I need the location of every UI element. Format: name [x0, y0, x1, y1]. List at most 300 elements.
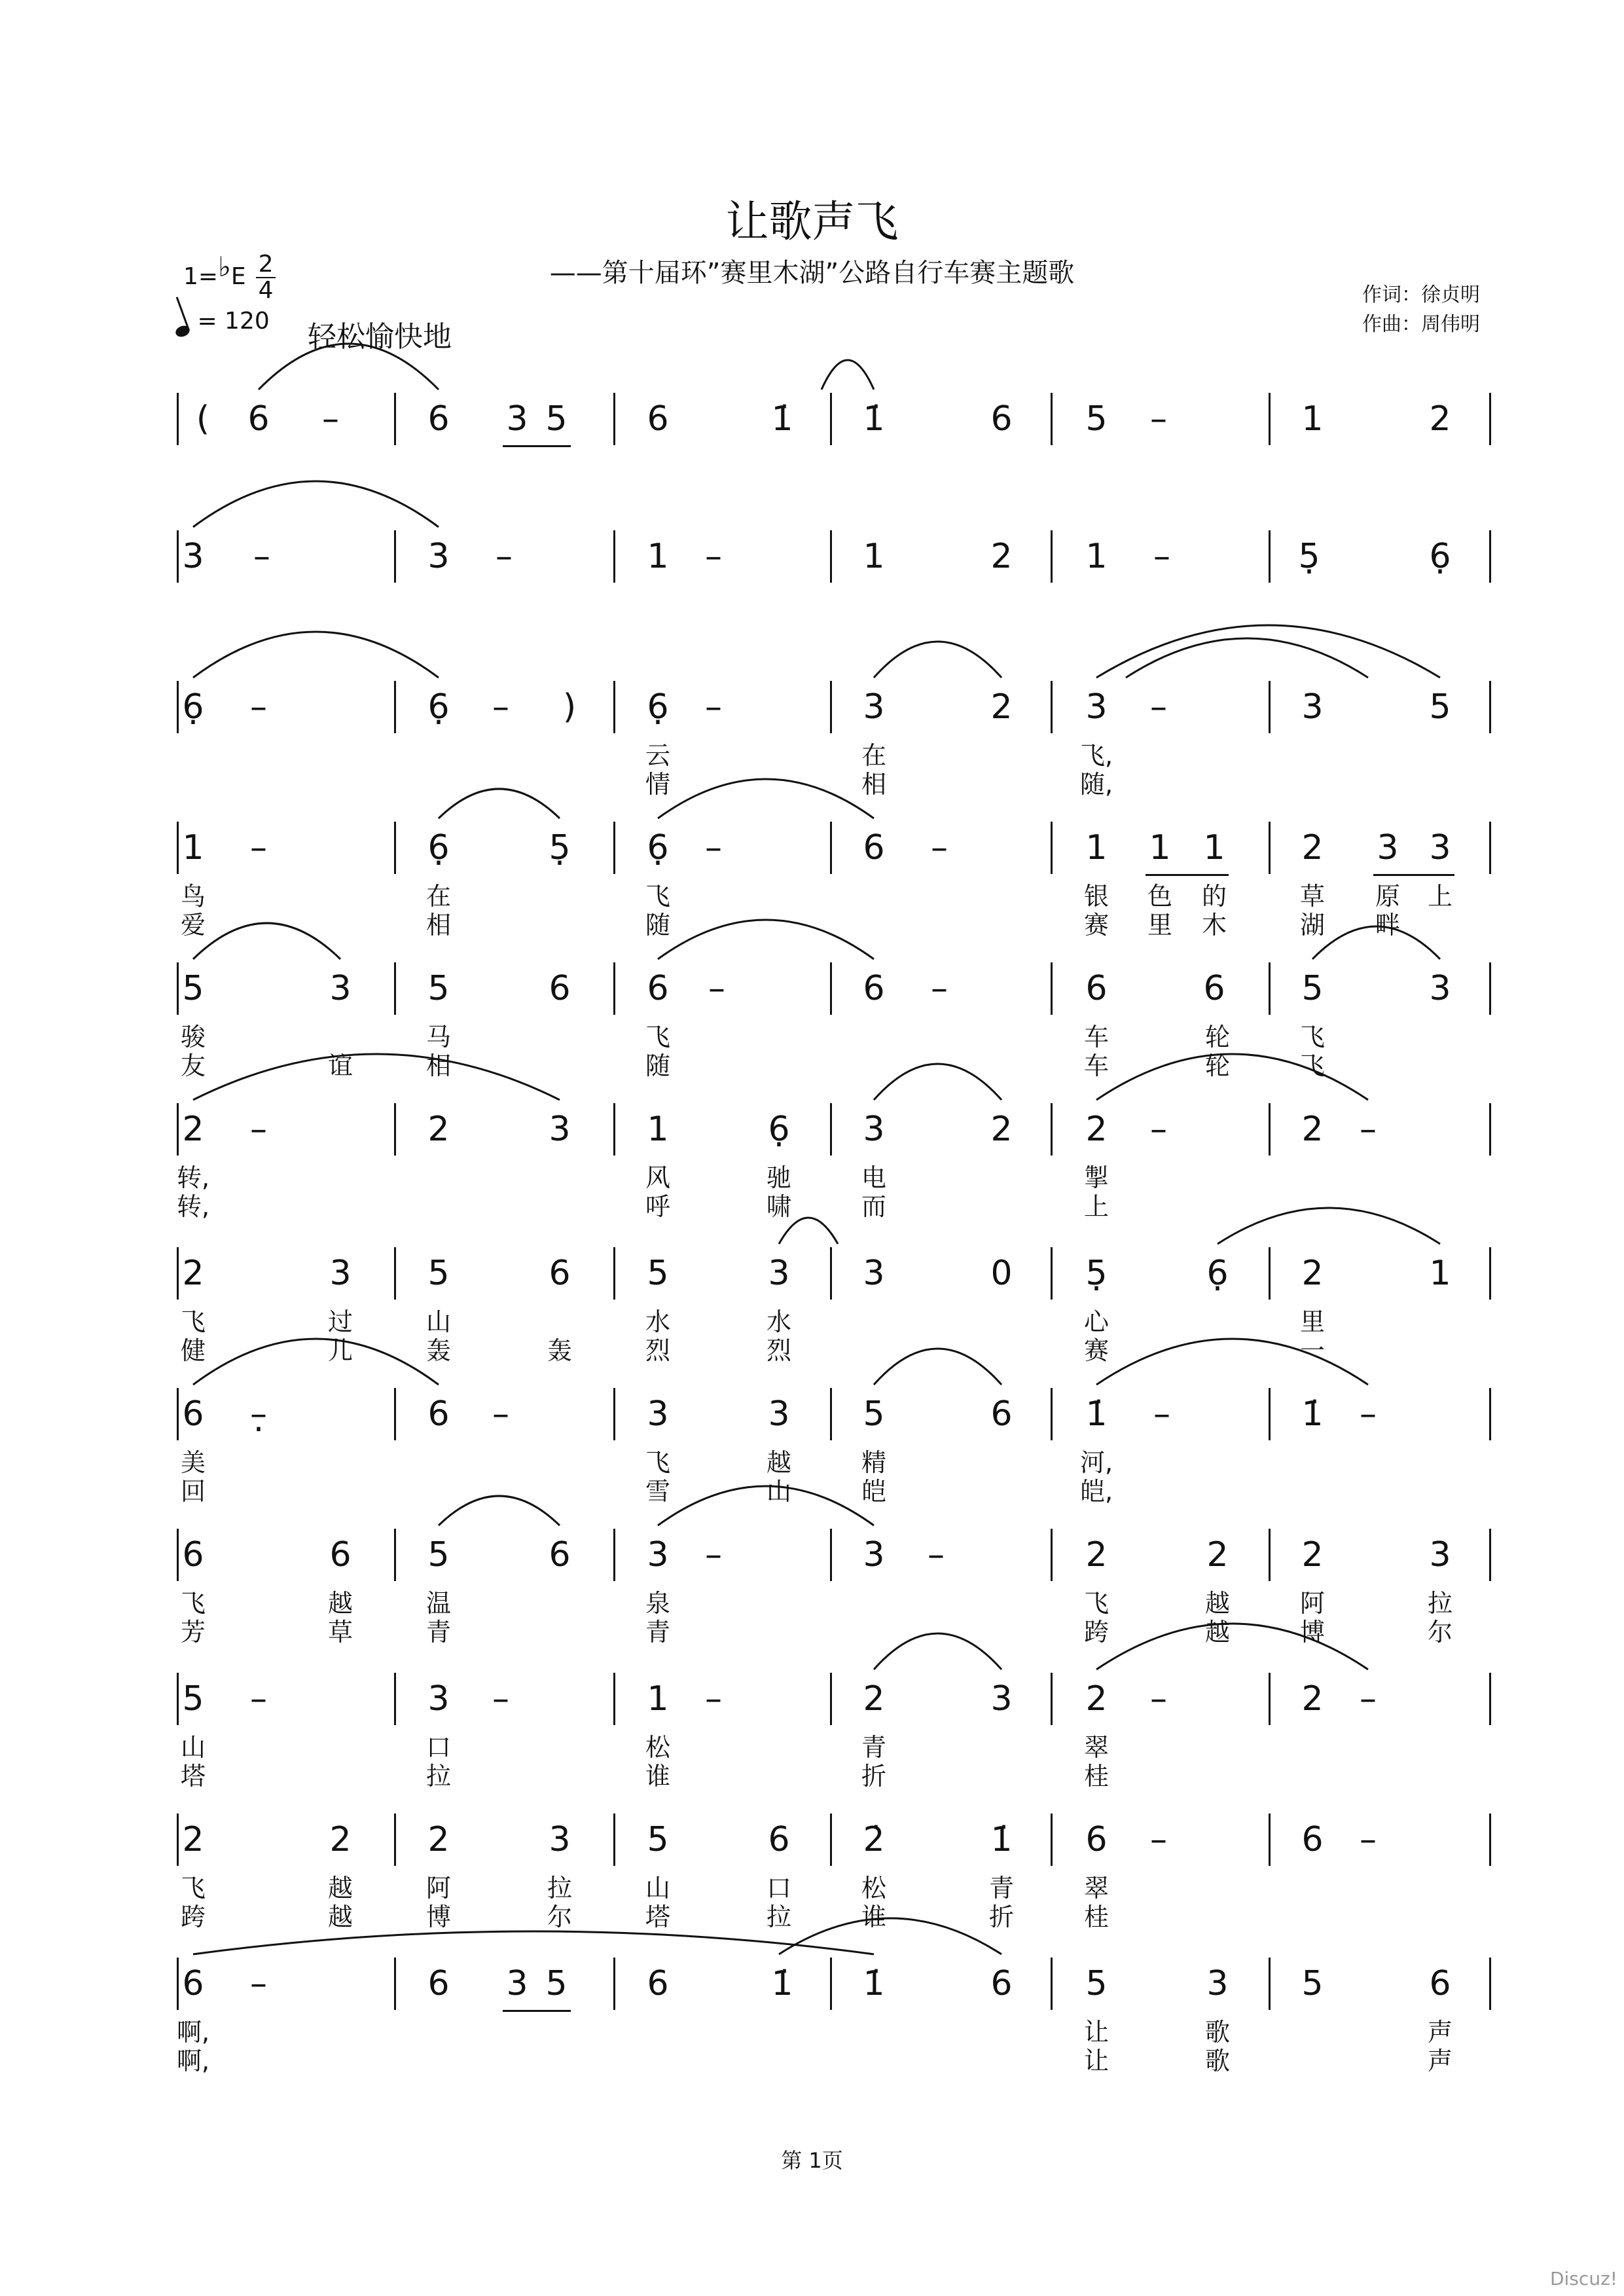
lyric-syllable: 声	[1427, 2047, 1453, 2075]
note: 3	[990, 1679, 1013, 1719]
lyric-syllable: 青	[425, 1618, 452, 1647]
lyric-syllable: 畔	[1375, 911, 1401, 939]
note: 1̇	[863, 1964, 885, 2003]
lyric-syllable: 而	[861, 1192, 887, 1221]
beam-underline	[503, 445, 571, 447]
note: 3	[863, 1254, 885, 1293]
note: –	[1360, 1820, 1377, 1859]
note: 3	[329, 969, 352, 1008]
barline	[613, 1813, 615, 1866]
note: 6	[647, 1964, 669, 2003]
lyric-syllable: 随	[645, 911, 671, 939]
barline	[394, 1388, 396, 1440]
note: –	[1360, 1679, 1377, 1719]
barline	[1051, 1958, 1053, 2010]
lyric-syllable: 拉	[766, 1903, 792, 1931]
lyric-syllable: 泉	[645, 1589, 671, 1618]
lyric-syllable: 口	[766, 1874, 792, 1903]
lyric-syllable: 飞	[1299, 1023, 1326, 1051]
barline	[830, 822, 832, 874]
note: 6	[1085, 969, 1108, 1008]
lyric-syllable: 烈	[766, 1336, 792, 1365]
lyric-syllable: 轮	[1204, 1023, 1231, 1051]
note: 6 ·	[647, 686, 668, 728]
note: 6	[1203, 969, 1225, 1008]
note: –	[931, 969, 948, 1008]
tempo-value: = 120	[197, 308, 270, 335]
lyric-syllable: 芳	[180, 1618, 206, 1647]
barline	[177, 1388, 179, 1440]
note: –	[250, 687, 267, 727]
barline	[394, 822, 396, 874]
score-system	[0, 399, 1624, 556]
lyric-syllable: 银	[1083, 882, 1110, 911]
note: –	[705, 537, 722, 576]
score-system	[0, 1394, 1624, 1552]
note: 6 ·	[1429, 536, 1451, 577]
lyric-syllable: 折	[988, 1903, 1015, 1931]
note: 6	[647, 399, 669, 439]
note: 3	[506, 1964, 528, 2003]
note: 3	[427, 537, 450, 576]
note: 3	[863, 687, 885, 727]
lyric-syllable: 车	[1083, 1023, 1110, 1051]
lyric-syllable: 谊	[327, 1051, 353, 1080]
lyric-syllable: 儿	[327, 1336, 353, 1365]
note: –	[1150, 1110, 1167, 1149]
barline	[613, 962, 615, 1015]
lyric-syllable: 电	[861, 1163, 887, 1192]
note: 1	[1149, 828, 1171, 867]
note: –	[1150, 687, 1167, 727]
barline	[1051, 1529, 1053, 1581]
note: 2	[1301, 1535, 1324, 1575]
barline	[830, 393, 832, 445]
score-system	[0, 1820, 1624, 1977]
note: 3	[768, 1394, 790, 1434]
barline	[830, 1388, 832, 1440]
note: 1̇	[771, 1964, 793, 2003]
barline	[1269, 681, 1271, 733]
barline	[830, 1813, 832, 1866]
barline	[1051, 681, 1053, 733]
lyric-syllable: 越	[766, 1448, 792, 1477]
note: 2̇	[863, 1820, 885, 1859]
score-system	[0, 1679, 1624, 1836]
lyric-syllable: 湖	[1299, 911, 1326, 939]
lyric-syllable: 皑	[861, 1477, 887, 1506]
note: 6	[990, 1964, 1013, 2003]
lyric-syllable: 上	[1427, 882, 1453, 911]
note: 5 ·	[1085, 1252, 1107, 1294]
lyric-syllable: 啸	[766, 1192, 792, 1221]
note: 5	[1085, 1964, 1108, 2003]
note: 1	[1301, 399, 1324, 439]
barline	[830, 1247, 832, 1300]
note: 2	[1301, 1679, 1324, 1719]
note: 6	[863, 828, 885, 867]
note: –	[705, 828, 722, 867]
note: –	[250, 828, 267, 867]
lyric-syllable: 拉	[425, 1762, 452, 1791]
score-system	[0, 1110, 1624, 1267]
note: 2	[182, 1110, 204, 1149]
song-subtitle: ——第十届环”赛里木湖”公路自行车赛主题歌	[549, 258, 1075, 288]
lyric-syllable: 在	[861, 741, 887, 770]
lyric-syllable: 青	[645, 1618, 671, 1647]
lyric-syllable: 山	[766, 1477, 792, 1506]
flat-icon: ♭	[218, 251, 231, 283]
lyric-syllable: 赛	[1083, 911, 1110, 939]
barline	[394, 530, 396, 583]
barline	[1051, 1247, 1053, 1300]
note: 5	[1085, 399, 1108, 439]
lyric-syllable: 飞	[645, 1023, 671, 1051]
note: 6	[427, 1964, 450, 2003]
note: 2	[1301, 1254, 1324, 1293]
lyric-syllable: 青	[861, 1733, 887, 1762]
barline	[177, 1813, 179, 1866]
note: 6	[1085, 1820, 1108, 1859]
note: 3	[1429, 969, 1451, 1008]
lyric-syllable: 尔	[547, 1903, 573, 1931]
barline	[830, 1529, 832, 1581]
lyric-syllable: 情	[645, 770, 671, 799]
note: 3	[182, 537, 204, 576]
lyric-syllable: 随	[645, 1051, 671, 1080]
barline	[1269, 1388, 1271, 1440]
note: –	[1360, 1394, 1377, 1434]
lyric-syllable: 拉	[547, 1874, 573, 1903]
lyric-syllable: 博	[1299, 1618, 1326, 1647]
lyric-syllable: 飞	[180, 1589, 206, 1618]
lyric-syllable: 赛	[1083, 1336, 1110, 1365]
note: 3	[1301, 687, 1324, 727]
note: 2	[990, 687, 1013, 727]
note: –	[1153, 537, 1170, 576]
key-signature	[183, 252, 276, 303]
barline	[177, 822, 179, 874]
lyric-syllable: 木	[1201, 911, 1227, 939]
lyric-syllable: 塔	[180, 1762, 206, 1791]
note: 6	[1429, 1964, 1451, 2003]
barline	[1269, 1103, 1271, 1156]
lyric-syllable: 折	[861, 1762, 887, 1791]
note: 6	[247, 399, 270, 439]
score-system	[0, 969, 1624, 1126]
note: 1	[647, 1679, 669, 1719]
lyric-syllable: 轮	[1204, 1051, 1231, 1080]
lyric-syllable: 桂	[1083, 1762, 1110, 1791]
lyric-syllable: 啊,	[176, 2018, 210, 2047]
time-signature	[256, 252, 276, 303]
barline	[613, 822, 615, 874]
watermark: Discuz!	[1550, 2268, 1617, 2289]
note: –	[492, 1394, 509, 1434]
lyric-syllable: 过	[327, 1307, 353, 1336]
note: 1	[863, 537, 885, 576]
slur	[821, 360, 874, 390]
lyric-syllable: 随,	[1079, 770, 1113, 799]
lyric-syllable: 爱	[180, 911, 206, 939]
lyric-syllable: 松	[645, 1733, 671, 1762]
note: 1	[647, 537, 669, 576]
note: 5 ·	[1298, 536, 1320, 577]
score-system	[0, 1964, 1624, 2121]
note: 5	[427, 969, 450, 1008]
note: 5	[545, 399, 568, 439]
note: 6	[329, 1535, 352, 1575]
barline	[830, 1103, 832, 1156]
barline	[830, 962, 832, 1015]
note: 2	[182, 1820, 204, 1859]
note: –	[705, 1679, 722, 1719]
barline	[613, 1529, 615, 1581]
lyric-syllable: 里	[1147, 911, 1173, 939]
note: 5	[182, 969, 204, 1008]
lyric-syllable: 水	[645, 1307, 671, 1336]
note: 2	[1429, 399, 1451, 439]
lyric-syllable: 飞	[645, 882, 671, 911]
lyric-syllable: 鸟	[180, 882, 206, 911]
note: 6	[549, 969, 571, 1008]
note: 1̇	[863, 399, 885, 439]
note: 6 ·	[427, 827, 449, 869]
note: 3	[549, 1110, 571, 1149]
barline	[1051, 822, 1053, 874]
note: –	[1150, 1679, 1167, 1719]
lyric-syllable: 相	[861, 770, 887, 799]
note: 2	[1301, 828, 1324, 867]
note: 6	[549, 1535, 571, 1575]
score-system	[0, 687, 1624, 845]
quarter-note-icon	[174, 324, 191, 339]
note: 1	[1203, 828, 1225, 867]
note: 2	[1085, 1110, 1108, 1149]
lyric-syllable: 车	[1083, 1051, 1110, 1080]
lyric-syllable: 声	[1427, 2018, 1453, 2047]
barline	[830, 1673, 832, 1725]
paren-close: )	[562, 687, 577, 727]
barline	[1051, 1103, 1053, 1156]
note: 5	[1301, 969, 1324, 1008]
note: 6	[427, 1394, 450, 1434]
lyric-syllable: 跨	[180, 1903, 206, 1931]
note: 3	[549, 1820, 571, 1859]
lyric-syllable: 青	[988, 1874, 1015, 1903]
barline	[613, 393, 615, 445]
lyric-syllable: 越	[327, 1874, 353, 1903]
note: 5	[1301, 1964, 1324, 2003]
barline	[1489, 1673, 1491, 1725]
lyric-syllable: 啊,	[176, 2047, 210, 2075]
tempo-marking	[175, 308, 270, 335]
lyric-syllable: 在	[425, 882, 452, 911]
note: 3	[863, 1110, 885, 1149]
lyric-syllable: 翠	[1083, 1733, 1110, 1762]
barline	[1489, 681, 1491, 733]
note: 5	[427, 1535, 450, 1575]
note: 6	[863, 969, 885, 1008]
note: 6	[647, 969, 669, 1008]
note: 1̇	[990, 1820, 1013, 1859]
note: 2	[427, 1820, 450, 1859]
paren-open: (	[196, 399, 210, 439]
note: 2	[990, 537, 1013, 576]
lyric-syllable: 回	[180, 1477, 206, 1506]
barline	[1051, 1813, 1053, 1866]
lyric-syllable: 歌	[1204, 2018, 1231, 2047]
barline	[613, 1673, 615, 1725]
note: –	[1153, 1394, 1170, 1434]
lyric-syllable: 皑,	[1079, 1477, 1113, 1506]
note: 1	[182, 828, 204, 867]
barline	[1489, 530, 1491, 583]
note: –	[250, 1679, 267, 1719]
note: 5	[182, 1679, 204, 1719]
barline	[1489, 962, 1491, 1015]
note: 1	[1429, 1254, 1451, 1293]
note: –	[928, 1535, 945, 1575]
lyric-syllable: 飞	[180, 1874, 206, 1903]
barline	[1489, 393, 1491, 445]
lyric-syllable: 原	[1375, 882, 1401, 911]
note: 2	[427, 1110, 450, 1149]
lyric-syllable: 友	[180, 1051, 206, 1080]
note: 2	[990, 1110, 1013, 1149]
note: –	[322, 399, 339, 439]
barline	[394, 1103, 396, 1156]
note: 6	[182, 1394, 204, 1434]
note: 5	[1429, 687, 1451, 727]
key-note: E	[230, 263, 246, 290]
note: 3	[647, 1394, 669, 1434]
lyric-syllable: 掣	[1083, 1163, 1110, 1192]
note: 2	[182, 1254, 204, 1293]
barline	[394, 1958, 396, 2010]
note: 3	[506, 399, 528, 439]
note: 6 ·	[768, 1108, 789, 1150]
barline	[613, 681, 615, 733]
lyric-syllable: 骏	[180, 1023, 206, 1051]
note: 3	[768, 1254, 790, 1293]
score-system	[0, 828, 1624, 985]
barline	[177, 530, 179, 583]
note: 3	[329, 1254, 352, 1293]
page-number: 第 1页	[781, 2148, 843, 2173]
barline	[177, 1958, 179, 2010]
note: 6	[427, 399, 450, 439]
note: 2	[1301, 1110, 1324, 1149]
lyric-syllable: 草	[327, 1618, 353, 1647]
lyric-syllable: 马	[425, 1023, 452, 1051]
lyric-syllable: 山	[180, 1733, 206, 1762]
note: 3	[427, 1679, 450, 1719]
note: 0	[990, 1254, 1013, 1293]
barline	[830, 1958, 832, 2010]
note: –	[931, 828, 948, 867]
lyric-syllable: 轰	[547, 1336, 573, 1365]
note: 1̇	[1085, 1394, 1108, 1434]
note: 3	[1429, 1535, 1451, 1575]
note: 1	[1085, 537, 1108, 576]
lyric-syllable: 桂	[1083, 1903, 1110, 1931]
score-system	[0, 1535, 1624, 1692]
time-bottom: 4	[258, 277, 274, 304]
lyric-syllable: 塔	[645, 1903, 671, 1931]
note: – ·	[250, 1393, 267, 1435]
lyric-syllable: 精	[861, 1448, 887, 1477]
lyric-syllable: 一	[1299, 1336, 1326, 1365]
lyric-syllable: 歌	[1204, 2047, 1231, 2075]
lyric-syllable: 雪	[645, 1477, 671, 1506]
lyric-syllable: 轰	[425, 1336, 452, 1365]
barline	[1489, 1247, 1491, 1300]
barline	[177, 1247, 179, 1300]
barline	[1489, 1388, 1491, 1440]
lyric-syllable: 云	[645, 741, 671, 770]
lyric-syllable: 山	[425, 1307, 452, 1336]
lyric-syllable: 转,	[176, 1163, 210, 1192]
score-system	[0, 1254, 1624, 1411]
note: –	[492, 687, 509, 727]
note: 6	[182, 1535, 204, 1575]
note: –	[705, 687, 722, 727]
expression-marking: 轻松愉快地	[308, 320, 452, 354]
barline	[1269, 822, 1271, 874]
note: 5	[427, 1254, 450, 1293]
beam-underline	[1146, 874, 1229, 876]
note: 5 ·	[549, 827, 570, 869]
barline	[1269, 1958, 1271, 2010]
lyric-syllable: 飞	[1299, 1051, 1326, 1080]
composer-credit: 作曲：周伟明	[1362, 313, 1480, 336]
note: –	[705, 1535, 722, 1575]
lyric-syllable: 拉	[1427, 1589, 1453, 1618]
lyric-syllable: 草	[1299, 882, 1326, 911]
barline	[1051, 530, 1053, 583]
note: 6 ·	[647, 827, 668, 869]
note: 3	[647, 1535, 669, 1575]
note: 1	[1085, 828, 1108, 867]
barline	[1269, 1529, 1271, 1581]
note: 6	[990, 1394, 1013, 1434]
note: 6	[182, 1964, 204, 2003]
barline	[1489, 822, 1491, 874]
barline	[394, 1813, 396, 1866]
note: 1̇	[771, 399, 793, 439]
barline	[394, 1673, 396, 1725]
lyric-syllable: 河,	[1079, 1448, 1113, 1477]
barline	[1269, 530, 1271, 583]
barline	[394, 1247, 396, 1300]
barline	[394, 962, 396, 1015]
lyric-syllable: 飞	[645, 1448, 671, 1477]
lyric-syllable: 松	[861, 1874, 887, 1903]
lyric-syllable: 相	[425, 1051, 452, 1080]
note: –	[1150, 399, 1167, 439]
note: 5	[647, 1254, 669, 1293]
lyric-syllable: 谁	[645, 1762, 671, 1791]
lyric-syllable: 越	[327, 1903, 353, 1931]
lyric-syllable: 让	[1083, 2047, 1110, 2075]
lyric-syllable: 山	[645, 1874, 671, 1903]
lyric-syllable: 飞	[180, 1307, 206, 1336]
barline	[1489, 1103, 1491, 1156]
note: 2	[329, 1820, 352, 1859]
lyric-syllable: 让	[1083, 2018, 1110, 2047]
note: 2	[1206, 1535, 1229, 1575]
